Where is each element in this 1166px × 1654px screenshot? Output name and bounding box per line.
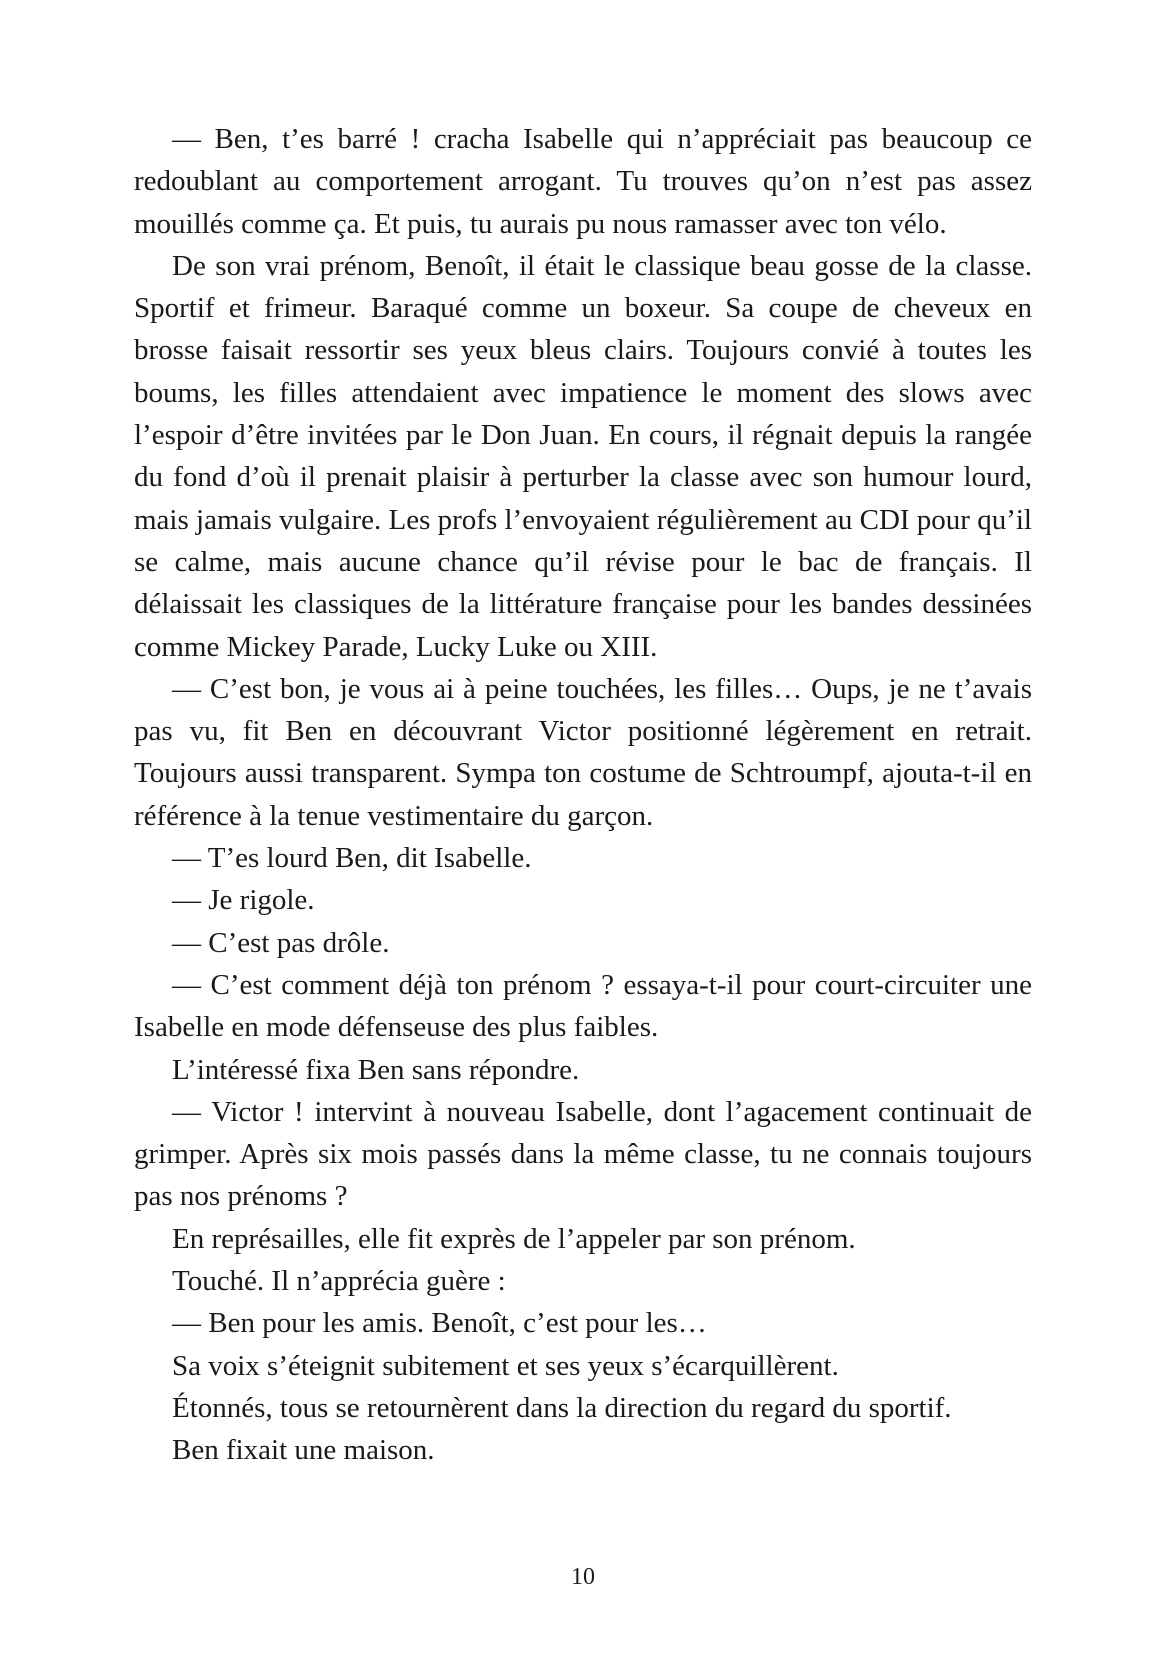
page-number: 10: [571, 1564, 595, 1590]
paragraph: — Ben, t’es barré ! cracha Isabelle qui n’appréciait pas beaucoup ce redoublant au comportement arrogant. Tu trouves qu’on n’est pas assez mouillés comme ça. Et puis, tu aurais pu nous ramasser avec ton vélo.: [134, 123, 1032, 240]
paragraph: En représailles, elle fit exprès de l’appeler par son prénom.: [172, 1222, 856, 1255]
paragraph: — Ben pour les amis. Benoît, c’est pour les…: [172, 1307, 707, 1340]
paragraph: Étonnés, tous se retournèrent dans la direction du regard du sportif.: [172, 1391, 952, 1424]
paragraph: — C’est bon, je vous ai à peine touchées, les filles… Oups, je ne t’avais pas vu, fit Ben en découvrant Victor positionné légèrement en retrait. Toujours aussi transparent. Sympa ton costume de Schtroumpf, ajouta-t-il en référence à la tenue vestimentaire du garçon.: [134, 672, 1032, 832]
paragraph: — Victor ! intervint à nouveau Isabelle, dont l’agacement continuait de grimper. Après six mois passés dans la même classe, tu ne connais toujours pas nos prénoms ?: [134, 1095, 1032, 1213]
paragraph: Sa voix s’éteignit subitement et ses yeux s’écarquillèrent.: [172, 1349, 839, 1382]
paragraph: L’intéressé fixa Ben sans répondre.: [172, 1053, 580, 1086]
paragraph: Touché. Il n’apprécia guère :: [172, 1265, 506, 1298]
paragraph: De son vrai prénom, Benoît, il était le classique beau gosse de la classe. Sportif et frimeur. Baraqué comme un boxeur. Sa coupe de cheveux en brosse faisait ressortir ses yeux bleus clairs. Toujours convié à toutes les boums, les filles attendaient avec impatience le moment des slows avec l’espoir d’être invitées par le Don Juan. En cours, il régnait depuis la rangée du fond d’où il prenait plaisir à perturber la classe avec son humour lourd, mais jamais vulgaire. Les profs l’envoyaient régulièrement au CDI pour qu’il se calme, mais aucune chance qu’il révise pour le bac de français. Il délaissait les classiques de la littérature française pour les bandes dessinées comme Mickey Parade, Lucky Luke ou XIII.: [134, 249, 1032, 663]
paragraph: Ben fixait une maison.: [172, 1434, 435, 1467]
page-body: [134, 118, 1032, 1472]
paragraph: — C’est comment déjà ton prénom ? essaya-t-il pour court-circuiter une Isabelle en mode défenseuse des plus faibles.: [134, 968, 1032, 1044]
paragraph: — C’est pas drôle.: [172, 926, 390, 959]
paragraph: — Je rigole.: [172, 884, 315, 917]
paragraph: — T’es lourd Ben, dit Isabelle.: [172, 842, 532, 875]
